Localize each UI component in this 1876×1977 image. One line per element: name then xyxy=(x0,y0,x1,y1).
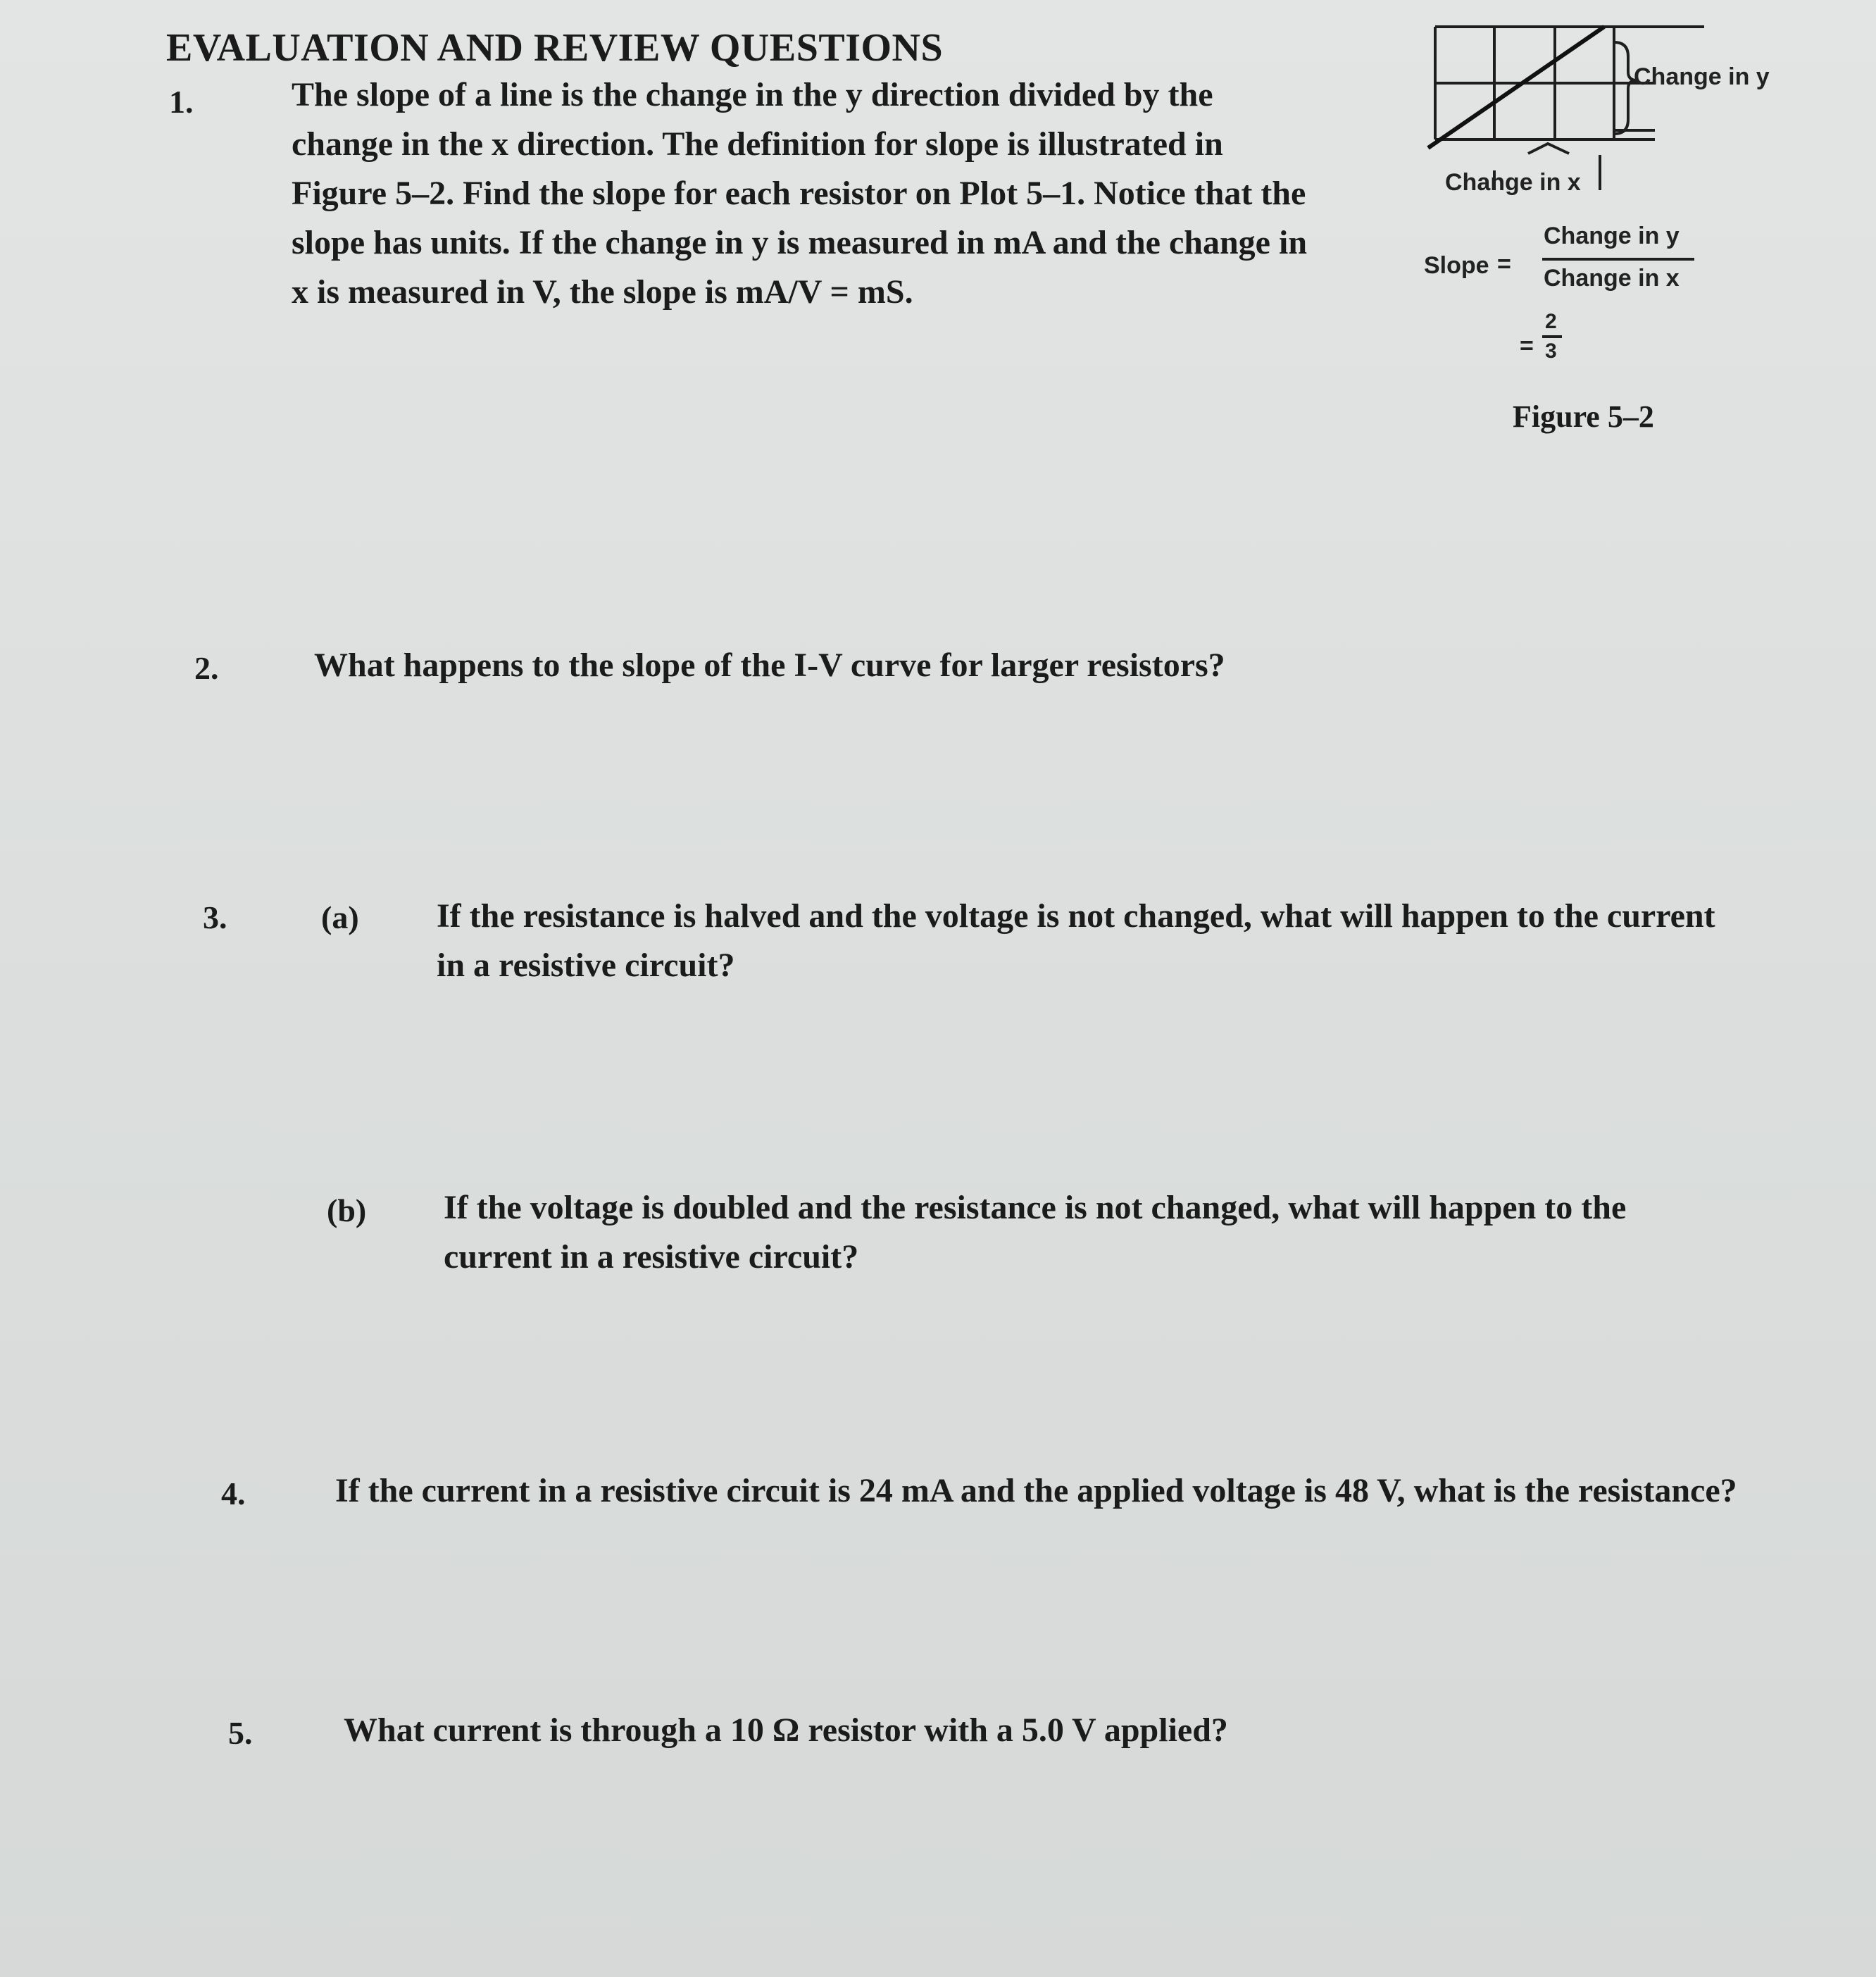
slope-label: Slope xyxy=(1424,252,1489,279)
question-3b-text xyxy=(444,1183,1782,1282)
question-3a-label: (a) xyxy=(321,899,359,935)
equals-sign: = xyxy=(1497,251,1511,277)
fraction-numerator: Change in y xyxy=(1544,223,1680,249)
question-3a-text xyxy=(437,892,1831,990)
change-in-x-label: Change in x xyxy=(1445,169,1581,196)
fraction-denominator: Change in x xyxy=(1544,265,1680,292)
question-3b-line: current in a resistive circuit? xyxy=(444,1238,859,1276)
fraction-bar xyxy=(1542,258,1694,261)
question-5-number: 5. xyxy=(228,1715,253,1751)
question-4-text: If the current in a resistive circuit is 24 mA and the applied voltage is 48 V, what is the resistance? xyxy=(335,1472,1737,1509)
question-1-line: slope has units. If the change in y is measured in mA and the change in xyxy=(292,224,1308,261)
question-3b-label: (b) xyxy=(327,1192,367,1228)
question-3a-line: If the resistance is halved and the voltage is not changed, what will happen to the current xyxy=(437,897,1715,935)
figure-5-2 xyxy=(1422,14,1873,451)
question-1-line: change in the x direction. The definition for slope is illustrated in xyxy=(292,125,1223,163)
figure-caption: Figure 5–2 xyxy=(1513,399,1654,434)
question-1-line: x is measured in V, the slope is mA/V = mS. xyxy=(292,273,913,311)
fraction-2-bar xyxy=(1542,335,1562,338)
question-4-number: 4. xyxy=(221,1476,246,1511)
question-3b-line: If the voltage is doubled and the resistance is not changed, what will happen to the xyxy=(444,1189,1627,1226)
fraction-2-denominator: 3 xyxy=(1545,339,1557,363)
question-3-number: 3. xyxy=(203,899,227,935)
question-1-text xyxy=(292,70,1390,317)
question-2-text: What happens to the slope of the I-V curve for larger resistors? xyxy=(314,647,1225,684)
page-heading: EVALUATION AND REVIEW QUESTIONS xyxy=(166,26,944,70)
question-3a-line: in a resistive circuit? xyxy=(437,947,735,984)
question-1-number: 1. xyxy=(169,84,194,120)
fraction-2-numerator: 2 xyxy=(1545,310,1557,333)
slope-line xyxy=(1428,27,1604,148)
change-in-y-label: Change in y xyxy=(1634,63,1770,90)
equals-sign-2: = xyxy=(1520,332,1534,359)
question-2-number: 2. xyxy=(194,650,219,686)
question-5-text: What current is through a 10 Ω resistor with a 5.0 V applied? xyxy=(344,1711,1228,1749)
question-1-line: Figure 5–2. Find the slope for each resistor on Plot 5–1. Notice that the xyxy=(292,175,1306,212)
question-1-line: The slope of a line is the change in the y direction divided by the xyxy=(292,76,1213,113)
